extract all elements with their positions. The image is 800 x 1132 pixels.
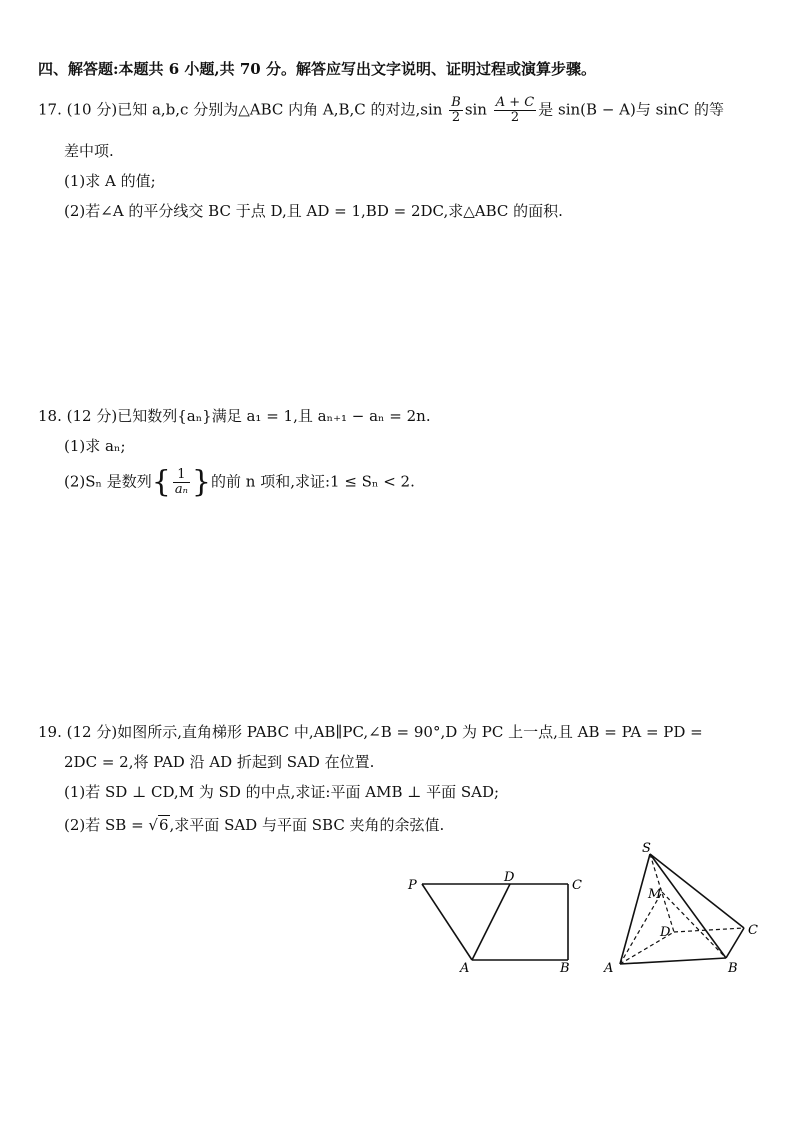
question-18-part-1: (1)求 aₙ; [64,437,126,455]
label-c: C [572,878,582,893]
question-score: (12 分) [66,407,118,425]
part-text: (2)Sₙ 是数列 [64,472,152,491]
question-19-part-1: (1)若 SD ⊥ CD,M 为 SD 的中点,求证:平面 AMB ⊥ 平面 SAD; [64,783,500,801]
section-header: 四、解答题:本题共 6 小题,共 70 分。解答应写出文字说明、证明过程或演算步骤。 [38,60,596,78]
part-text: (2)若 SB = [64,816,144,834]
question-number: 19. [38,723,62,741]
part-text: 的前 n 项和,求证:1 ≤ Sₙ < 2. [211,472,415,491]
question-17-part-1: (1)求 A 的值; [64,172,156,190]
part-text: ,求平面 SAD 与平面 SBC 夹角的余弦值. [169,816,445,834]
question-18-part-2 [64,464,415,500]
question-17-part-2: (2)若∠A 的平分线交 BC 于点 D,且 AD = 1,BD = 2DC,求△ABC 的面积. [64,202,563,220]
question-19-line-2: 2DC = 2,将 PAD 沿 AD 折起到 SAD 在位置. [64,753,375,771]
label-c: C [748,923,758,938]
label-s: S [642,841,651,856]
question-number: 18. [38,407,62,425]
pyramid-figure [598,840,768,980]
question-17-line-1 [38,96,724,125]
fraction-b-over-2: $\frac{B}{2}$ [451,95,461,125]
question-score: (10 分) [66,100,118,119]
question-text: 如图所示,直角梯形 PABC 中,AB∥PC,∠B = 90°,D 为 PC 上一点,且 AB = PA = PD = [117,723,703,741]
question-19-line-1 [38,721,703,743]
label-b: B [560,961,570,976]
label-a: A [460,961,470,976]
question-text: 已知 a,b,c 分别为△ABC 内角 A,B,C 的对边,sin [117,100,443,119]
label-p: P [408,878,417,893]
question-17-line-2: 差中项. [64,142,114,160]
fraction-1-over-an: $\frac{1}{\text{aₙ}}$ [174,467,188,497]
sqrt-value: 6 [158,816,169,834]
fraction-a-plus-c-over-2: $\frac{A + C}{2}$ [495,95,535,125]
label-b: B [728,961,738,976]
trapezoid-figure [400,868,600,983]
question-score: (12 分) [66,723,118,741]
label-m: M [648,887,662,902]
label-d: D [504,870,515,885]
question-number: 17. [38,100,62,119]
right-brace: } [191,464,211,500]
left-brace: { [151,464,171,500]
question-19-part-2: (2)若 SB = √6,求平面 SAD 与平面 SBC 夹角的余弦值. [64,816,445,834]
label-d: D [660,925,671,940]
sin-label: sin [464,100,487,119]
label-a: A [604,961,614,976]
question-18-line-1 [38,405,431,427]
question-text: 是 sin(B − A)与 sinC 的等 [538,100,725,119]
question-text: 已知数列{aₙ}满足 a₁ = 1,且 aₙ₊₁ − aₙ = 2n. [117,407,431,425]
